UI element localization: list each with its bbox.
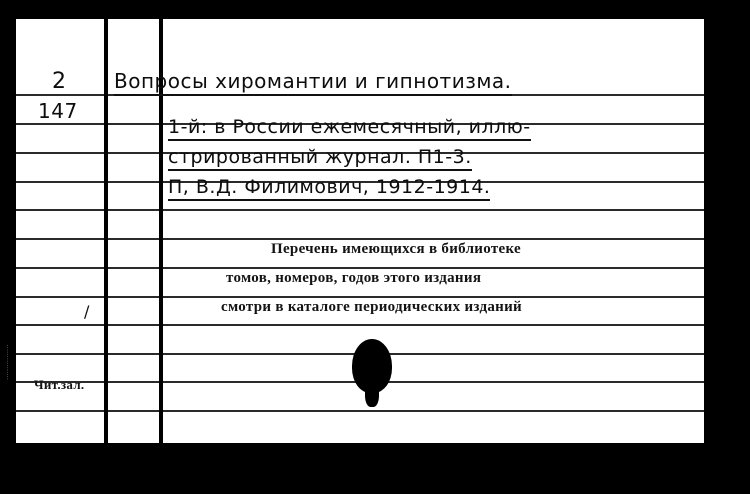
ruled-line — [16, 238, 704, 240]
ruled-line — [16, 410, 704, 412]
ruled-line — [16, 296, 704, 298]
stamp-line-1: Перечень имеющихся в библиотеке — [271, 241, 522, 257]
ruled-line — [16, 267, 704, 269]
call-number: 147 — [38, 99, 78, 123]
description-line-1: 1-й: в России ежемесячный, иллю- — [168, 116, 531, 141]
description-line-2: стрированный журнал. П1-3. — [168, 146, 472, 171]
punch-hole-tail — [365, 379, 379, 407]
edge-text: ................ — [2, 344, 10, 380]
card-number: 2 — [52, 69, 67, 94]
ruled-line — [16, 324, 704, 326]
margin-line-left — [104, 19, 108, 443]
description-line-3: П, В.Д. Филимович, 1912-1914. — [168, 176, 490, 201]
ruled-line — [16, 209, 704, 211]
stamp-line-3: смотри в каталоге периодических изданий — [221, 299, 522, 315]
margin-mark: / — [84, 302, 90, 321]
stamp-line-2: томов, номеров, годов этого издания — [226, 270, 482, 286]
card-title: Вопросы хиромантии и гипнотизма. — [114, 69, 512, 96]
catalog-card — [16, 19, 704, 443]
reading-room-label: Чит.зал. — [34, 377, 85, 392]
